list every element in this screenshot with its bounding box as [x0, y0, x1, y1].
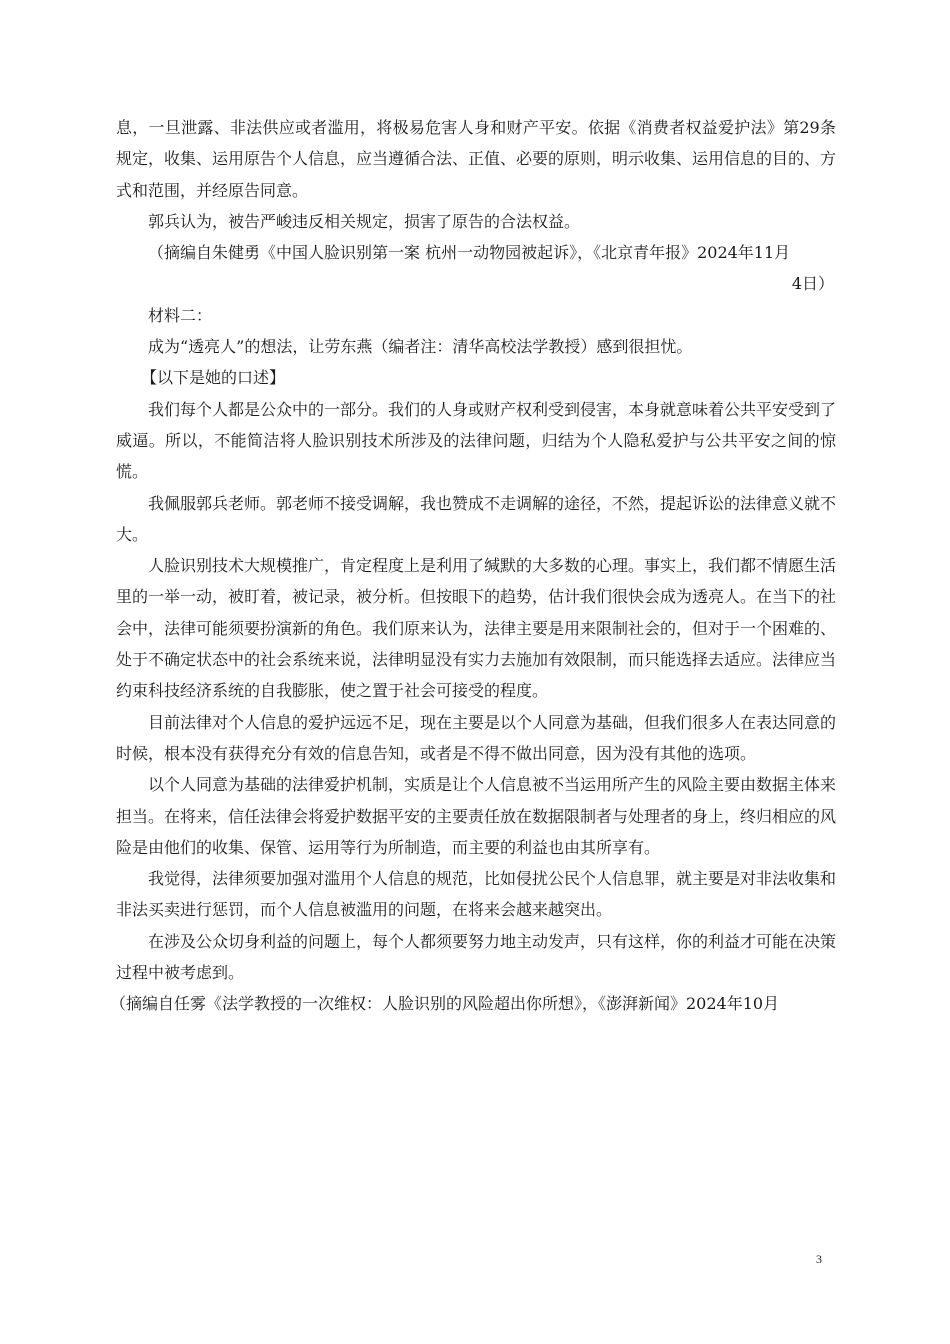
body-paragraph: 以个人同意为基础的法律爱护机制，实质是让个人信息被不当运用所产生的风险主要由数据主体来担当。在将来，信任法律会将爱护数据平安的主要责任放在数据限制者与处理者的身上，终归相应的风险是由他们的收集、保管、运用等行为所制造，而主要的利益也由其所享有。: [116, 775, 837, 857]
source-citation-1-end: 4日）: [791, 274, 834, 294]
paragraph-continued: 息，一旦泄露、非法供应或者滥用，将极易危害人身和财产平安。依据《消费者权益爱护法》第29条规定，收集、运用原告个人信息，应当遵循合法、正值、必要的原则，明示收集、运用信息的目的、方式和范围，并经原告同意。: [116, 118, 837, 200]
body-paragraph: 我觉得，法律须要加强对滥用个人信息的规范，比如侵扰公民个人信息罪，就主要是对非法收集和非法买卖进行惩罚，而个人信息被滥用的问题，在将来会越来越突出。: [116, 869, 837, 920]
source-citation-1: （摘编自朱健勇《中国人脸识别第一案 杭州一动物园被起诉》，《北京青年报》2024年11月: [148, 243, 791, 263]
document-page: [110, 112, 837, 1020]
material-label: 材料二：: [148, 305, 213, 325]
body-paragraph: 目前法律对个人信息的爱护远远不足，现在主要是以个人同意为基础，但我们很多人在表达同意的时候，根本没有获得充分有效的信息告知，或者是不得不做出同意，因为没有其他的选项。: [116, 712, 837, 763]
paragraph-guobing-view: 郭兵认为，被告严峻违反相关规定，损害了原告的合法权益。: [148, 211, 581, 231]
body-paragraph: 我们每个人都是公众中的一部分。我们的人身或财产权利受到侵害，本身就意味着公共平安受到了威逼。所以，不能简洁将人脸识别技术所涉及的法律问题，归结为个人隐私爱护与公共平安之间的惊慌。: [116, 399, 837, 482]
page-number: 3: [816, 1252, 822, 1266]
body-paragraph: 我佩服郭兵老师。郭老师不接受调解，我也赞成不走调解的途径，不然，提起诉讼的法律意义就不大。: [116, 493, 837, 544]
body-paragraph: 在涉及公众切身利益的问题上，每个人都须要努力地主动发声，只有这样，你的利益才可能在决策过程中被考虑到。: [116, 931, 837, 983]
narration-heading: 【以下是她的口述】: [141, 368, 286, 388]
intro-paragraph: 成为“透亮人”的想法，让劳东燕（编者注：清华高校法学教授）感到很担忧。: [148, 337, 693, 357]
source-citation-2: （摘编自任雾《法学教授的一次维权：人脸识别的风险超出你所想》，《澎湃新闻》2024年10月: [110, 994, 780, 1014]
body-paragraph: 人脸识别技术大规模推广，肯定程度上是利用了缄默的大多数的心理。事实上，我们都不情愿生活里的一举一动，被盯着，被记录，被分析。但按眼下的趋势，估计我们很快会成为透亮人。在当下的社会中，法律可能须要扮演新的角色。我们原来认为，法律主要是用来限制社会的，但对于一个困难的、处于不确定状态中的社会系统来说，法律明显没有实力去施加有效限制，而只能选择去适应。法律应当约束科技经济系统的自我膨胀，使之置于社会可接受的程度。: [116, 556, 837, 701]
